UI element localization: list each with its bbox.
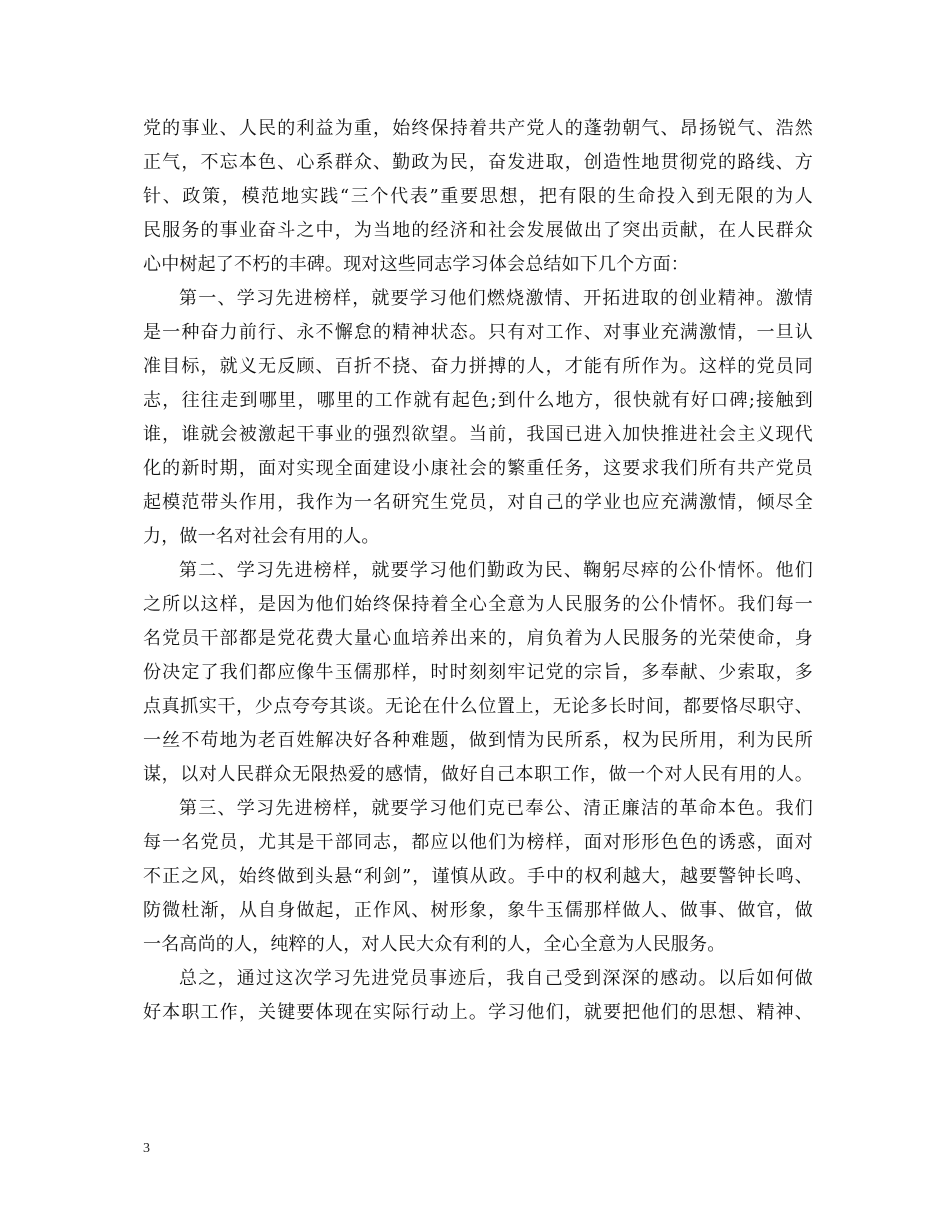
text-line: 第三、学习先进榜样，就要学习他们克已奉公、清正廉洁的革命本色。我们 bbox=[179, 798, 813, 819]
text-line: 点真抓实干，少点夸夸其谈。无论在什么位置上，无论多长时间，都要恪尽职守、 bbox=[143, 696, 813, 717]
page-number: 3 bbox=[143, 1141, 150, 1156]
body-text bbox=[143, 112, 813, 1030]
text-line: 不正之风，始终做到头悬“利剑”，谨慎从政。手中的权利越大，越要警钟长鸣、 bbox=[143, 866, 813, 887]
text-line: 好本职工作，关键要体现在实际行动上。学习他们，就要把他们的思想、精神、 bbox=[143, 1002, 813, 1023]
text-line: 是一种奋力前行、永不懈怠的精神状态。只有对工作、对事业充满激情，一旦认 bbox=[143, 322, 813, 343]
text-line: 谋，以对人民群众无限热爱的感情，做好自己本职工作，做一个对人民有用的人。 bbox=[143, 764, 813, 785]
text-line: 之所以这样，是因为他们始终保持着全心全意为人民服务的公仆情怀。我们每一 bbox=[143, 594, 813, 615]
text-line: 民服务的事业奋斗之中，为当地的经济和社会发展做出了突出贡献，在人民群众 bbox=[143, 220, 813, 241]
text-line: 份决定了我们都应像牛玉儒那样，时时刻刻牢记党的宗旨，多奉献、少索取，多 bbox=[143, 662, 813, 683]
text-line: 总之，通过这次学习先进党员事迹后，我自己受到深深的感动。以后如何做 bbox=[179, 968, 813, 989]
text-line: 志，往往走到哪里，哪里的工作就有起色;到什么地方，很快就有好口碑;接触到 bbox=[143, 390, 813, 411]
text-line: 第二、学习先进榜样，就要学习他们勤政为民、鞠躬尽瘁的公仆情怀。他们 bbox=[179, 560, 813, 581]
text-line: 起模范带头作用，我作为一名研究生党员，对自己的学业也应充满激情，倾尽全 bbox=[143, 492, 813, 513]
text-line: 准目标，就义无反顾、百折不挠、奋力拼搏的人，才能有所作为。这样的党员同 bbox=[143, 356, 813, 377]
text-line: 名党员干部都是党花费大量心血培养出来的，肩负着为人民服务的光荣使命，身 bbox=[143, 628, 813, 649]
text-line: 防微杜渐，从自身做起，正作风、树形象，象牛玉儒那样做人、做事、做官，做 bbox=[143, 900, 813, 921]
text-line: 每一名党员，尤其是干部同志，都应以他们为榜样，面对形形色色的诱惑，面对 bbox=[143, 832, 813, 853]
text-line: 化的新时期，面对实现全面建设小康社会的繁重任务，这要求我们所有共产党员 bbox=[143, 458, 813, 479]
text-line: 谁，谁就会被激起干事业的强烈欲望。当前，我国已进入加快推进社会主义现代 bbox=[143, 424, 813, 445]
text-line: 一名高尚的人，纯粹的人，对人民大众有利的人，全心全意为人民服务。 bbox=[143, 934, 726, 955]
text-line: 一丝不苟地为老百姓解决好各种难题，做到情为民所系，权为民所用，利为民所 bbox=[143, 730, 813, 751]
text-line: 党的事业、人民的利益为重，始终保持着共产党人的蓬勃朝气、昂扬锐气、浩然 bbox=[143, 118, 813, 139]
text-line: 心中树起了不朽的丰碑。现对这些同志学习体会总结如下几个方面： bbox=[143, 254, 689, 275]
text-line: 第一、学习先进榜样，就要学习他们燃烧激情、开拓进取的创业精神。激情 bbox=[179, 288, 813, 309]
text-line: 力，做一名对社会有用的人。 bbox=[143, 526, 380, 547]
text-line: 正气，不忘本色、心系群众、勤政为民，奋发进取，创造性地贯彻党的路线、方 bbox=[143, 152, 813, 173]
text-line: 针、政策，模范地实践“三个代表”重要思想，把有限的生命投入到无限的为人 bbox=[143, 186, 813, 207]
